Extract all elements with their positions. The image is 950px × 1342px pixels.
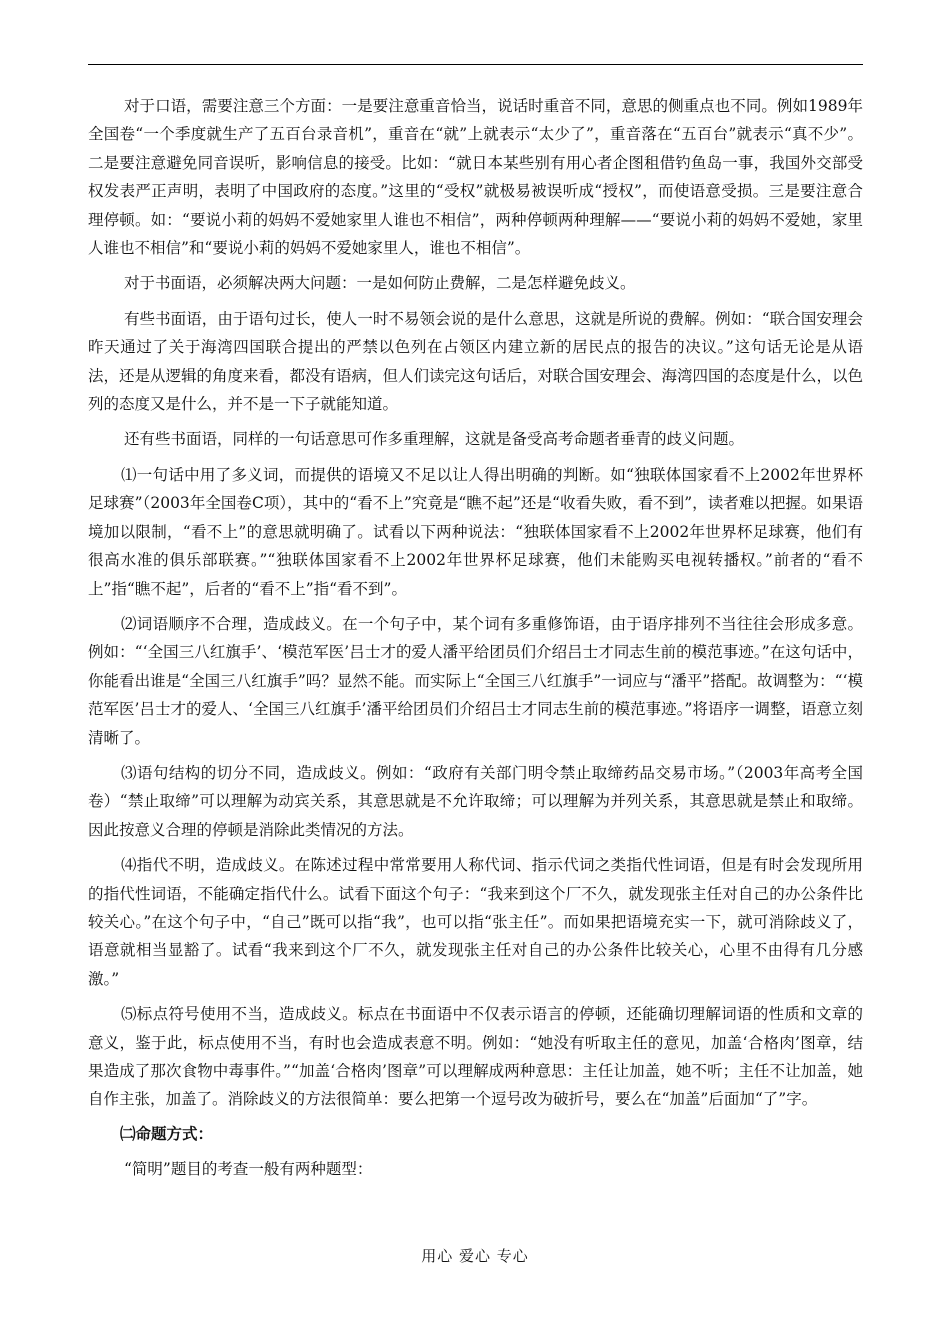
paragraph-written-language: 对于书面语，必须解决两大问题：一是如何防止费解，二是怎样避免歧义。	[124, 274, 636, 293]
paragraph-reference: ⑷指代不明，造成歧义。在陈述过程中常常要用人称代词、指示代词之类指代性词语，但是有时会发现所用的指代性词语，不能确定指代什么。试看下面这个句子：“我来到这个厂不久，就发现张主任对自己的办公条件比较关心。”在这个句子中，“自己”既可以指“我”，也可以指“张主任”。而如果把语境充实一下，就可消除歧义了，语意就相当显豁了。试看“我来到这个厂不久，就发现张主任对自己的办公条件比较关心，心里不由得有几分感激。”	[88, 856, 863, 988]
paragraph-question-types: “简明”题目的考查一般有两种题型：	[124, 1160, 373, 1179]
paragraph-oral-language: 对于口语，需要注意三个方面：一是要注意重音恰当，说话时重音不同，意思的侧重点也不同。例如1989年全国卷“一个季度就生产了五百台录音机”，重音在“就”上就表示“太少了”，重音落在“五百台”就表示“真不少”。二是要注意避免同音误听，影响信息的接受。比如：“就日本某些别有用心者企图租借钓鱼岛一事，我国外交部受权发表严正声明，表明了中国政府的态度。”这里的“受权”就极易被误听成“授权”，而使语意受损。三是要注意合理停顿。如：“要说小莉的妈妈不爱她家里人谁也不相信”，两种停顿两种理解——“要说小莉的妈妈不爱她，家里人谁也不相信”和“要说小莉的妈妈不爱她家里人，谁也不相信”。	[88, 97, 863, 258]
page-footer: 用心 爱心 专心	[421, 1247, 529, 1265]
section-heading: ㈡命题方式：	[120, 1123, 214, 1143]
header-rule	[88, 64, 863, 65]
paragraph-obscurity: 有些书面语，由于语句过长，使人一时不易领会说的是什么意思，这就是所说的费解。例如：“联合国安理会昨天通过了关于海湾四国联合提出的严禁以色列在占领区内建立新的居民点的报告的决议。”这句话无论是从语法，还是从逻辑的角度来看，都没有语病，但人们读完这句话后，对联合国安理会、海湾四国的态度是什么，以色列的态度又是什么，并不是一下子就能知道。	[88, 309, 864, 414]
paragraph-word-order: ⑵词语顺序不合理，造成歧义。在一个句子中，某个词有多重修饰语，由于语序排列不当往往会形成多意。例如：“‘全国三八红旗手’、‘模范军医’吕士才的爱人潘平给团员们介绍吕士才同志生前的模范事迹。”在这句话中，你能看出谁是“全国三八红旗手”吗？显然不能。而实际上“全国三八红旗手”一词应与“潘平”搭配。故调整为：“‘模范军医’吕士才的爱人、‘全国三八红旗手’潘平给团员们介绍吕士才同志生前的模范事迹。”将语序一调整，语意立刻清晰了。	[88, 614, 863, 747]
paragraph-ambiguity-intro: 还有些书面语，同样的一句话意思可作多重理解，这就是备受高考命题者垂青的歧义问题。	[124, 430, 745, 449]
paragraph-polysemy: ⑴一句话中用了多义词，而提供的语境又不足以让人得出明确的判断。如“独联体国家看不上2002年世界杯足球赛”（2003年全国卷C项），其中的“看不上”究竟是“瞧不起”还是“收看失败，看不到”，读者难以把握。如果语境加以限制，“看不上”的意思就明确了。试看以下两种说法：“独联体国家看不上2002年世界杯足球赛，他们有很高水准的俱乐部联赛。”“独联体国家看不上2002年世界杯足球赛，他们未能购买电视转播权。”前者的“看不上”指“瞧不起”，后者的“看不上”指“看不到”。	[88, 465, 863, 598]
paragraph-structure: ⑶语句结构的切分不同，造成歧义。例如：“政府有关部门明令禁止取缔药品交易市场。”（2003年高考全国卷）“禁止取缔”可以理解为动宾关系，其意思就是不允许取缔；可以理解为并列关系，其意思就是禁止和取缔。因此按意义合理的停顿是消除此类情况的方法。	[88, 763, 863, 839]
paragraph-punctuation: ⑸标点符号使用不当，造成歧义。标点在书面语中不仅表示语言的停顿，还能确切理解词语的性质和文章的意义，鉴于此，标点使用不当，有时也会造成表意不明。例如：“她没有听取主任的意见，加盖‘合格肉’图章，结果造成了那次食物中毒事件。”“加盖‘合格肉’图章”可以理解成两种意思：主任让加盖，她不听；主任不让加盖，她自作主张，加盖了。消除歧义的方法很简单：要么把第一个逗号改为破折号，要么在“加盖”后面加“了”字。	[88, 1005, 863, 1109]
document-body	[88, 92, 863, 1184]
